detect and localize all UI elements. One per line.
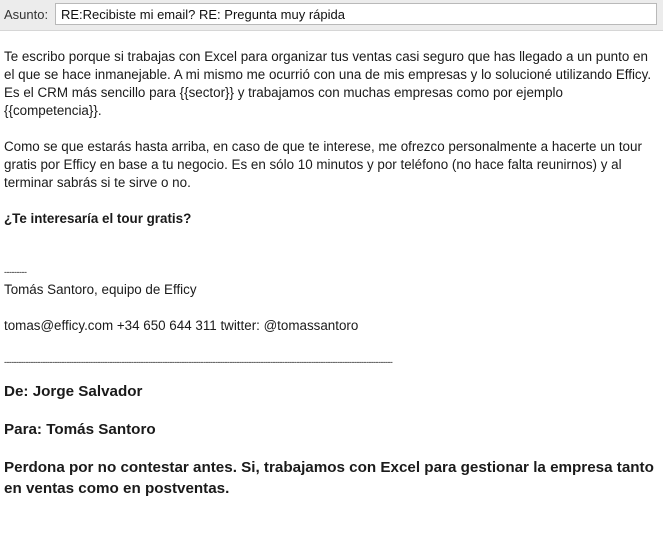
quoted-to: Para: Tomás Santoro <box>4 421 156 438</box>
subject-input[interactable] <box>55 3 657 25</box>
quote-separator: ------------------------------------------------------------------------------------------------------------------------------------------------------------------ <box>4 357 393 367</box>
subject-label: Asunto: <box>4 7 49 22</box>
quoted-message: Perdona por no contestar antes. Si, trabajamos con Excel para gestionar la empresa tanto en ventas como en postventas. <box>4 459 654 497</box>
signature-contact: tomas@efficy.com +34 650 644 311 twitter: @tomassantoro <box>4 318 359 333</box>
subject-bar <box>0 0 663 31</box>
body-paragraph-offer: Como se que estarás hasta arriba, en caso de que te interese, me ofrezco personalmente a hacerte un tour gratis por Efficy en base a tu negocio. Es en sólo 10 minutos y por teléfono (no hace falta reunirnos) y al terminar sabrás si te sirve o no. <box>4 139 642 190</box>
signature-separator: --------- <box>4 267 27 277</box>
body-question: ¿Te interesaría el tour gratis? <box>4 211 192 226</box>
email-body[interactable] <box>4 48 659 499</box>
signature-name: Tomás Santoro, equipo de Efficy <box>4 282 197 297</box>
quoted-from: De: Jorge Salvador <box>4 383 143 400</box>
body-paragraph-intro: Te escribo porque si trabajas con Excel para organizar tus ventas casi seguro que has llegado a un punto en el que se hace inmanejable. A mi mismo me ocurrió con una de mis empresas y lo solucioné utilizando Efficy. Es el CRM más sencillo para {{sector}} y trabajamos con muchas empresas como por ejemplo {{competencia}}. <box>4 49 652 118</box>
